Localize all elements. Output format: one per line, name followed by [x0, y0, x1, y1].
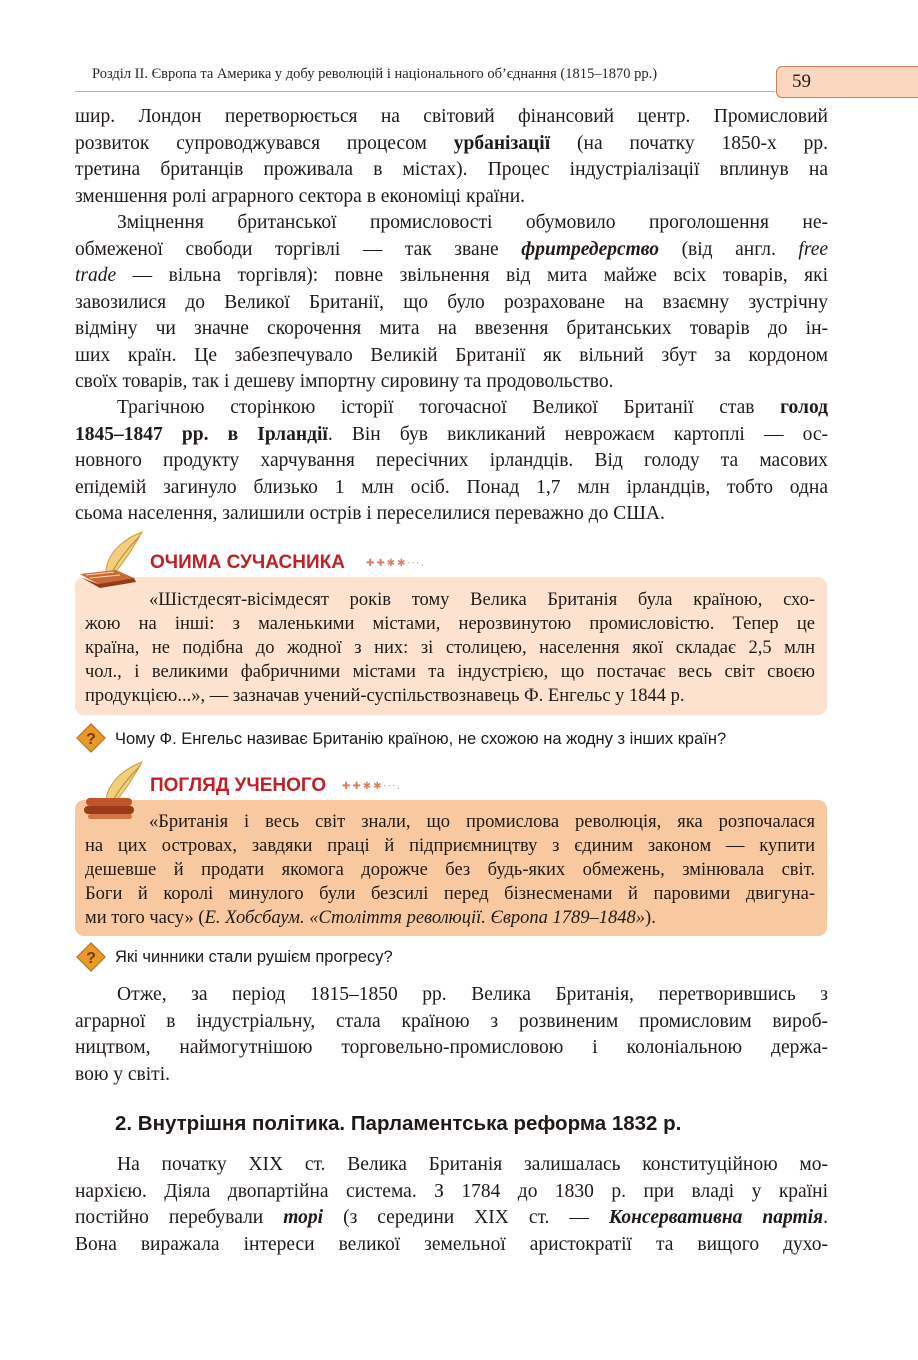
text-line: вою у світі.	[75, 1063, 170, 1085]
paragraph-1	[75, 104, 828, 210]
term-urbanization: урбанізації	[453, 132, 551, 154]
text-line: відміну чи значне скорочення мита на ввезення британських товарів до ін-	[75, 318, 828, 339]
paragraph-3	[75, 395, 828, 528]
scholar-quote-text	[85, 810, 815, 930]
quote-line: на цих островах, завдяки праці й підприємництву з єдиним законом — купити	[85, 836, 815, 856]
text-line: шир. Лондон перетворюється на світовий фінансовий центр. Промисловий	[75, 106, 828, 127]
decorative-ornament: ✚✚✱✱∙∙∙.	[366, 558, 426, 569]
text-line: зменшення ролі аграрного сектора в економіці країни.	[75, 185, 526, 207]
text-line: Отже, за період 1815–1850 рр. Велика Британія, перетворившись з	[117, 984, 828, 1005]
paragraph-5	[75, 1152, 828, 1258]
text-line: На початку XIX ст. Велика Британія залишалась конституційною мо-	[117, 1154, 828, 1175]
section-heading: 2. Внутрішня політика. Парламентська реформа 1832 р.	[115, 1112, 682, 1135]
question-diamond-icon	[76, 723, 106, 753]
contemporary-quote-text	[85, 588, 815, 708]
text-line: Зміцнення британської промисловості обумовило проголошення не-	[117, 212, 828, 233]
quill-book-icon	[76, 530, 150, 592]
quote-line: «Британія і весь світ знали, що промислова революція, яка розпочалася	[149, 812, 815, 832]
text-line: сьома населення, залишили острів і переселилися переважно до США.	[75, 503, 665, 524]
decorative-ornament: ✚✚✱✱∙∙∙.	[342, 781, 402, 792]
text-line: обмеженої свободи торгівлі — так зване фритредерство (від англ. free	[75, 238, 828, 260]
text-line: аграрної в індустріальну, стала країною з розвиненим промисловим вироб-	[75, 1010, 828, 1032]
text-line: ших країн. Це забезпечувало Великій Британії як вільний збут за кордоном	[75, 344, 828, 366]
box-heading-contemporary: ОЧИМА СУЧАСНИКА	[150, 552, 345, 573]
quote-line: ми того часу» (Е. Хобсбаум. «Століття революції. Європа 1789–1848»).	[85, 908, 656, 928]
term-free-trade: фритредерство	[521, 238, 660, 260]
question-diamond-icon	[76, 942, 106, 972]
quote-line: країна, не подібна до жодної з них: зі столицею, населення якої складає 2,5 млн	[85, 638, 815, 658]
text-line: завозилися до Великої Британії, що було розраховане на взаємну зустрічну	[75, 291, 828, 313]
text-line: Трагічною сторінкою історії тогочасної Великої Британії став голод	[117, 397, 828, 418]
quote-line: Боги й королі минулого були безсилі перед бізнесменами й паровими двигуна-	[85, 884, 815, 904]
quote-line: дешевше й продати якомога дорожче без будь-яких обмежень, змінювала світ.	[85, 860, 815, 880]
term-tories: торі	[283, 1207, 324, 1228]
text-line: третина британців проживала в містах). Процес індустріалізації вплинув на	[75, 159, 828, 180]
term-irish-famine: 1845–1847 рр. в Ірландії	[75, 423, 328, 445]
text-line: trade — вільна торгівля): повне звільнення від мита майже всіх товарів, які	[75, 265, 828, 286]
paragraph-2	[75, 210, 828, 396]
question-2: Які чинники стали рушієм прогресу?	[115, 948, 393, 966]
header-rule	[75, 91, 775, 92]
paragraph-4	[75, 982, 828, 1088]
term-famine: голод	[780, 397, 828, 418]
text-line: нархією. Діяла двопартійна система. З 1784 до 1830 р. при владі у країні	[75, 1180, 828, 1202]
text-line: розвиток супроводжувався процесом урбанізації (на початку 1850-х рр.	[75, 132, 828, 154]
text-line: новного продукту харчування пересічних ірландців. Від голоду та масових	[75, 450, 828, 471]
term-conservative-party: Консервативна партія	[608, 1207, 824, 1228]
quote-line: жою на інші: з маленькими містами, нерозвинутою промисловістю. Тепер це	[85, 614, 815, 634]
citation-source: Е. Хобсбаум. «Століття революції. Європа 1789–1848»	[204, 908, 646, 928]
quote-line: «Шістдесят-вісімдесят років тому Велика Британія була країною, схо-	[149, 590, 815, 610]
text-line: своїх товарів, так і дешеву імпортну сировину та продовольство.	[75, 371, 614, 392]
quote-line: чол., і великими фабричними містами та індустрією, що постачає весь світ своєю	[85, 662, 815, 682]
text-line: ництвом, наймогутнішою торговельно-промисловою і колоніальною держа-	[75, 1037, 828, 1058]
box-heading-scholar: ПОГЛЯД УЧЕНОГО	[150, 775, 327, 796]
text-line: Вона виражала інтереси великої земельної аристократії та вищого духо-	[75, 1233, 828, 1255]
text-line: постійно перебували торі (з середини XIX ст. — Консервативна партія.	[75, 1207, 828, 1228]
svg-text:?: ?	[86, 731, 96, 748]
text-line: епідемій загинуло близько 1 млн осіб. Понад 1,7 млн ірландців, тобто одна	[75, 476, 828, 498]
quote-line: продукцією...», — зазначав учений-суспільствознавець Ф. Енгельс у 1844 р.	[85, 686, 685, 706]
question-1: Чому Ф. Енгельс називає Британію країною, не схожою на жодну з інших країн?	[115, 730, 727, 748]
page-number: 59	[792, 71, 811, 92]
text-line: 1845–1847 рр. в Ірландії. Він був викликаний неврожаєм картоплі — ос-	[75, 423, 829, 445]
svg-text:?: ?	[86, 950, 96, 967]
running-header: Розділ ІІ. Європа та Америка у добу революцій і національного об’єднання (1815–1870 рр.)	[92, 66, 658, 82]
